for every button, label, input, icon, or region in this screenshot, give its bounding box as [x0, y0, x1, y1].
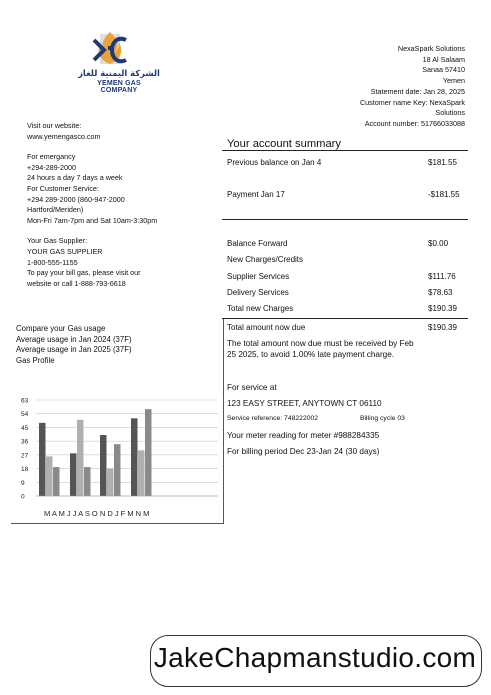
usage-bar — [84, 467, 91, 496]
gas-usage-chart — [14, 392, 222, 520]
total-new-charges-label: Total new Charges — [227, 304, 294, 313]
previous-balance-value: $181.55 — [428, 158, 457, 167]
due-note-line-2: 25 2025, to avoid 1.00% late payment charge. — [227, 350, 395, 359]
website-label: Visit our website: — [27, 121, 82, 130]
usage-bar — [39, 423, 46, 496]
delivery-services-label: Delivery Services — [227, 288, 289, 297]
due-note-line-1: The total amount now due must be received by Feb — [227, 339, 414, 348]
usage-bar — [53, 467, 60, 496]
company-name: NexaSpark Solutions — [397, 44, 465, 53]
usage-avg-2025: Average usage in Jan 2025 (37F) — [16, 345, 132, 355]
for-service-label: For service at — [227, 383, 277, 392]
service-label: For Customer Service: — [27, 183, 99, 193]
emergency-label: For emergancy — [27, 152, 76, 162]
logo-arabic-name: الشركة اليمنية للغاز — [78, 68, 160, 78]
total-due-value: $190.39 — [428, 323, 457, 332]
supplier-services-label: Supplier Services — [227, 272, 290, 281]
statement-date: Statement date: Jan 28, 2025 — [370, 86, 465, 96]
emergency-phone: +294-289-2000 — [27, 162, 76, 172]
usage-bar — [46, 456, 53, 496]
yemen-gas-logo — [78, 30, 160, 92]
contact-block — [27, 121, 157, 289]
account-summary-title: Your account summary — [227, 138, 341, 150]
y-tick-label: 54 — [21, 411, 29, 419]
emergency-hours: 24 hours a day 7 days a week — [27, 173, 123, 183]
supplier-phone: 1-800-555-1155 — [27, 257, 78, 267]
customer-key-name-cont: Solutions — [435, 108, 465, 118]
billing-cycle: Billing cycle 03 — [360, 415, 405, 422]
total-new-charges-value: $190.39 — [428, 304, 457, 313]
supplier-label: Your Gas Supplier: — [27, 236, 88, 246]
company-city: Sanaa 57410 — [422, 65, 465, 75]
due-note — [227, 338, 414, 360]
meter-reading: Your meter reading for meter #988284335 — [227, 431, 380, 440]
service-phone: +294 289-2000 (860-947-2000 — [27, 194, 125, 204]
usage-bar — [145, 409, 152, 496]
y-tick-label: 0 — [21, 493, 25, 501]
company-address-block — [305, 44, 465, 130]
company-street: 18 Al Salaam — [422, 54, 465, 64]
website-link[interactable]: www.yemengasco.com — [27, 131, 101, 141]
gas-profile-label: Gas Profile — [16, 355, 55, 365]
y-tick-label: 63 — [21, 397, 29, 405]
service-reference: Service reference: 748222002 — [227, 415, 319, 422]
usage-bar — [114, 444, 121, 496]
payment-value: -$181.55 — [428, 190, 460, 199]
usage-bar — [131, 418, 138, 496]
x-axis-label: M A M J J A S O N D J F M N M — [44, 509, 150, 518]
summary-top-divider — [222, 150, 468, 151]
y-tick-label: 45 — [21, 424, 29, 432]
usage-bar — [77, 420, 84, 496]
service-address: 123 EASY STREET, ANYTOWN CT 06110 — [227, 399, 382, 408]
logo-english-name: YEMEN GAS COMPANY — [97, 80, 141, 94]
balance-forward-label: Balance Forward — [227, 239, 288, 248]
previous-balance-label: Previous balance on Jan 4 — [227, 158, 322, 167]
y-tick-label: 18 — [21, 466, 29, 474]
supplier-services-value: $111.76 — [428, 272, 456, 281]
pay-instructions-2: website or call 1-888-793-6618 — [27, 278, 126, 288]
usage-avg-2024: Average usage in Jan 2024 (37F) — [16, 334, 132, 344]
balance-forward-value: $0.00 — [428, 239, 449, 248]
billing-period: For billing period Dec 23-Jan 24 (30 days) — [227, 447, 380, 456]
usage-bar — [107, 469, 114, 496]
y-tick-label: 9 — [21, 479, 25, 487]
y-tick-label: 27 — [21, 452, 29, 460]
summary-mid-divider — [222, 219, 468, 220]
usage-title: Compare your Gas usage — [16, 324, 106, 333]
supplier-name: YOUR GAS SUPPLIER — [27, 246, 103, 256]
y-tick-label: 36 — [21, 438, 29, 446]
service-hours: Mon-Fri 7am-7pm and Sat 10am-3:30pm — [27, 215, 158, 225]
new-charges-label: New Charges/Credits — [227, 255, 304, 264]
gas-flame-logo-icon — [88, 30, 132, 70]
usage-bar — [138, 450, 145, 496]
pay-instructions-1: To pay your bill gas, please visit our — [27, 268, 141, 278]
total-due-label: Total amount now due — [227, 323, 306, 332]
account-number: Account number: 51766033088 — [364, 118, 465, 128]
usage-bar — [100, 435, 107, 496]
payment-label: Payment Jan 17 — [227, 190, 285, 199]
service-region: Hartford/Meriden) — [27, 205, 84, 215]
usage-bar — [70, 453, 77, 496]
usage-text — [16, 324, 132, 366]
delivery-services-value: $78.63 — [428, 288, 453, 297]
summary-bottom-divider — [222, 318, 468, 319]
watermark-text: JakeChapmanstudio.com — [153, 642, 477, 673]
customer-key-name: Customer name Key: NexaSpark — [359, 97, 465, 107]
company-country: Yemen — [442, 76, 465, 86]
